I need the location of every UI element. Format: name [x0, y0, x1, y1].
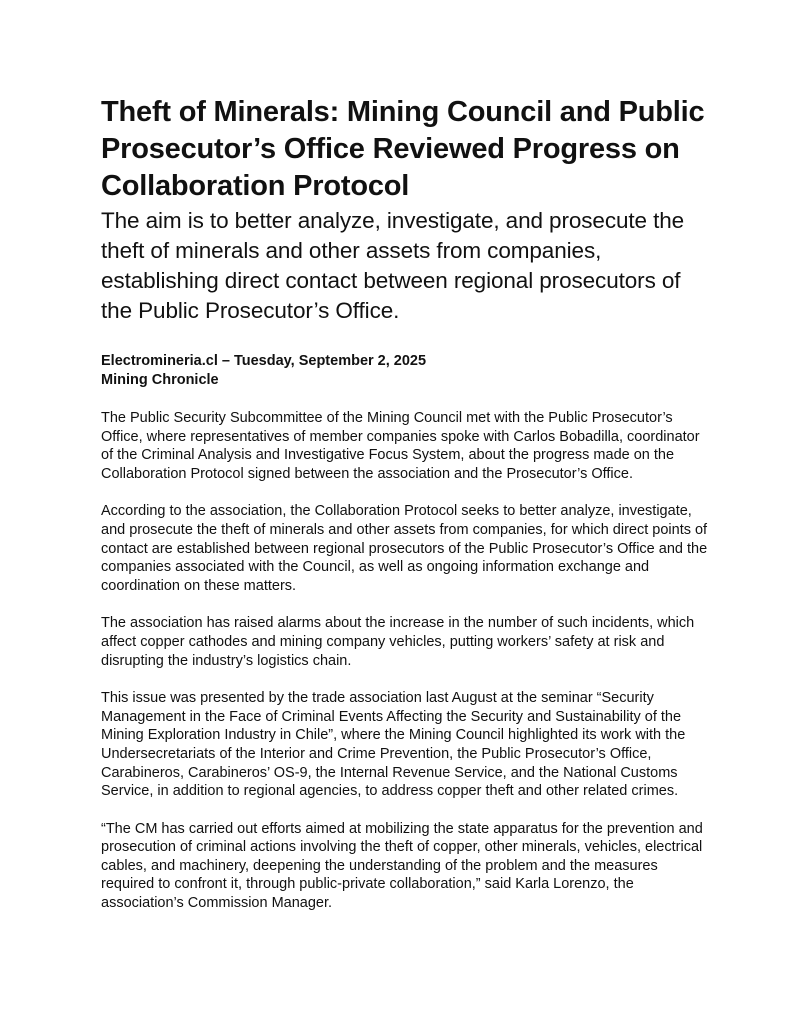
article-body — [101, 409, 711, 913]
article-title: Theft of Minerals: Mining Council and Public Prosecutor’s Office Reviewed Progress on Collaboration Protocol — [101, 96, 705, 202]
article-paragraph: The Public Security Subcommittee of the Mining Council met with the Public Prosecutor’s Office, where representatives of member companies spoke with Carlos Bobadilla, coordinator of the Criminal Analysis and Investigative Focus System, about the progress made on the Collaboration Protocol signed between the association and the Prosecutor’s Office. — [101, 410, 700, 482]
article-paragraph: According to the association, the Collaboration Protocol seeks to better analyze, investigate, and prosecute the theft of minerals and other assets from companies, for which direct points of contact are established between regional prosecutors of the Public Prosecutor’s Office and the companies associated with the Council, as well as ongoing information exchange and coordination on these matters. — [101, 503, 708, 594]
article-paragraph: “The CM has carried out efforts aimed at mobilizing the state apparatus for the prevention and prosecution of criminal actions involving the theft of copper, other minerals, vehicles, electrical cables, and machinery, deepening the understanding of the problem and the measures required to confront it, through public-private collaboration,” said Karla Lorenzo, the association’s Commission Manager. — [101, 820, 703, 912]
article-meta — [101, 352, 711, 390]
article — [101, 94, 711, 932]
article-section: Mining Chronicle — [101, 372, 219, 388]
article-paragraph: This issue was presented by the trade association last August at the seminar “Security Management in the Face of Criminal Events Affecting the Security and Sustainability of the Mining Exploration Industry in Chile”, where the Mining Council highlighted its work with the Undersecretariats of the Interior and Crime Prevention, the Public Prosecutor’s Office, Carabineros, Carabineros’ OS-9, the Internal Revenue Service, and the National Customs Service, in addition to regional agencies, to address copper theft and other related crimes. — [101, 690, 686, 800]
article-byline: Electromineria.cl – Tuesday, September 2, 2025 — [101, 353, 427, 369]
article-paragraph: The association has raised alarms about the increase in the number of such incidents, which affect copper cathodes and mining company vehicles, putting workers’ safety at risk and disrupting the industry’s logistics chain. — [101, 615, 695, 669]
article-subtitle: The aim is to better analyze, investigate, and prosecute the theft of minerals and other assets from companies, establishing direct contact between regional prosecutors of the Public Prosecutor’s Office. — [101, 208, 685, 323]
